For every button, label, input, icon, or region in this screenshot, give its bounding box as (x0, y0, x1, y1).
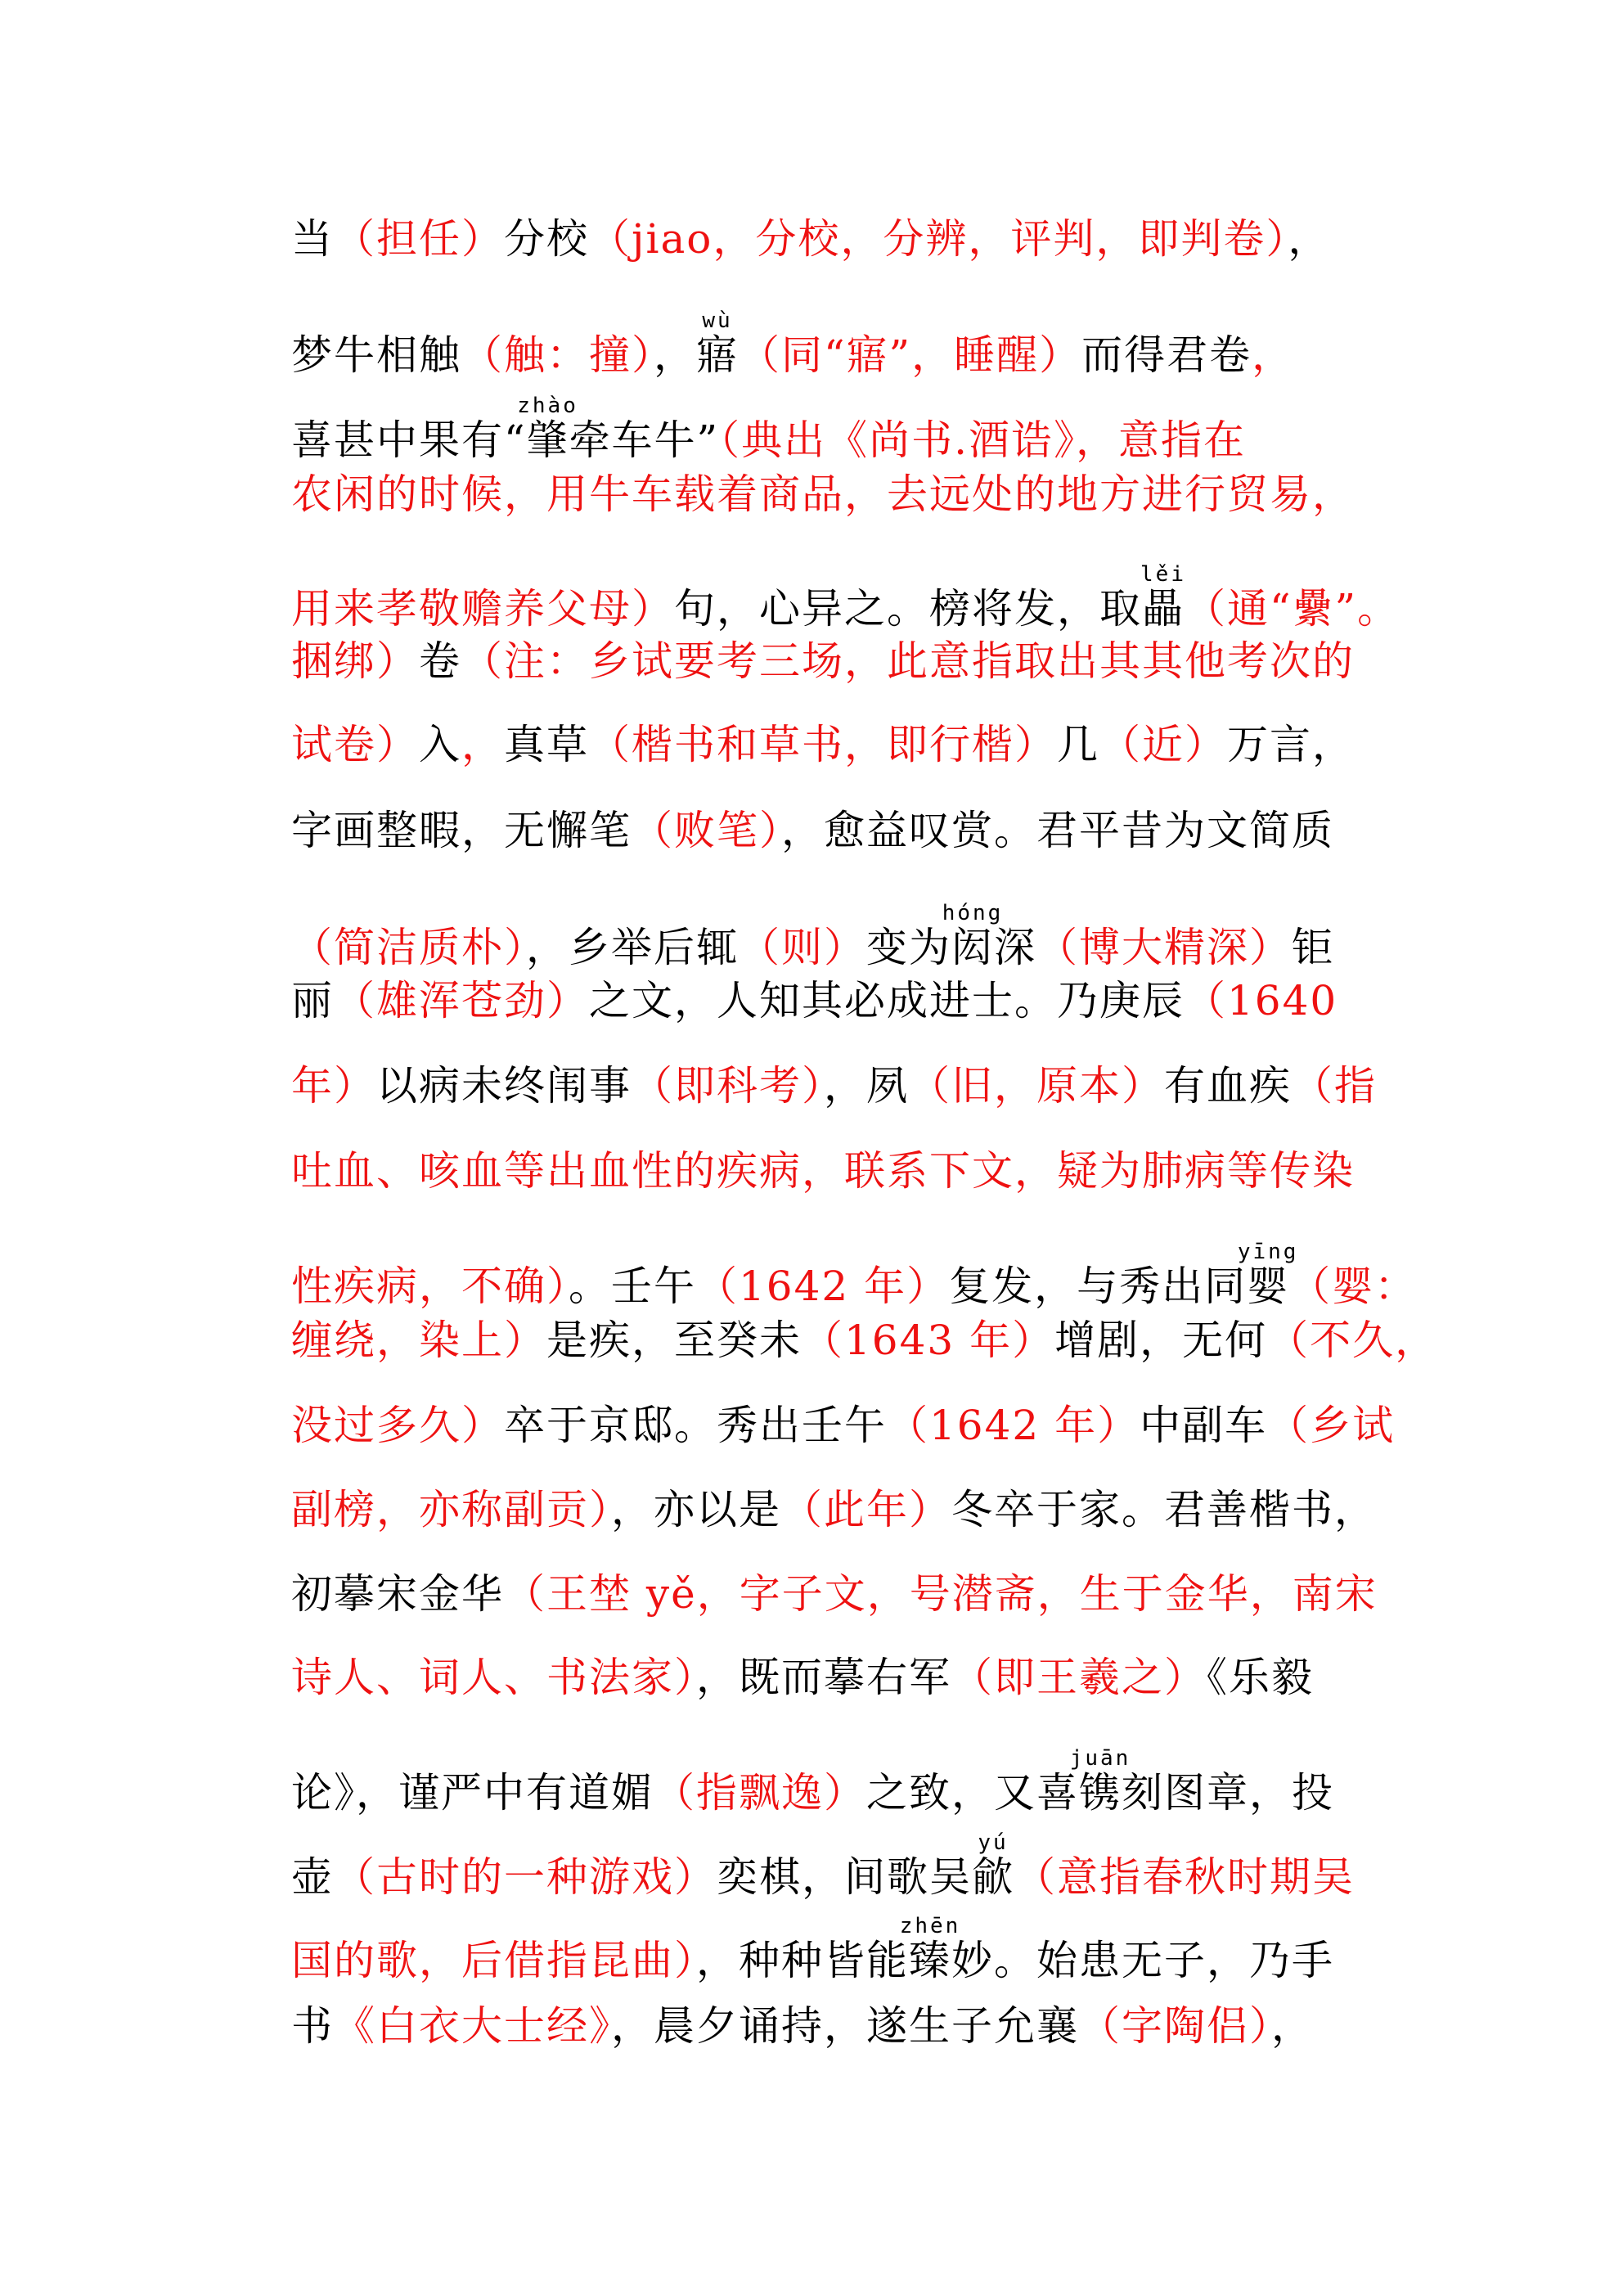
annotation-text: （1642 年） (696, 1263, 950, 1310)
text-line (291, 308, 1295, 380)
body-text: 丽 (291, 977, 334, 1024)
annotation-text: （婴： (1289, 1263, 1418, 1310)
body-text: 牵车牛” (569, 416, 720, 464)
body-text: ，种种皆能 (696, 1937, 909, 1984)
ruby-char (942, 901, 1004, 971)
text-line (291, 1916, 1334, 1985)
body-text: ，亦以是 (611, 1486, 781, 1533)
annotation-text: （则） (739, 924, 866, 971)
annotation-text: （意指春秋时期吴 (1014, 1853, 1355, 1901)
annotation-text: （旧，原本） (909, 1062, 1164, 1110)
body-text: 以病未终闱事 (376, 1062, 632, 1110)
annotation-text: （即王羲之） (951, 1654, 1207, 1701)
text-line (291, 976, 1338, 1025)
body-text: 妙。始患无子，乃手 (951, 1937, 1334, 1984)
text-line (291, 562, 1400, 633)
annotation-text: （王埜 yě，字子文，号潜斋，生于金华，南宋 (504, 1570, 1378, 1618)
annotation-text: （不久， (1267, 1317, 1438, 1364)
ruby-base-char: 镌 (1069, 1769, 1131, 1817)
body-text: ，夙 (824, 1062, 909, 1110)
annotation-text: （指 (1292, 1062, 1377, 1110)
ruby-base-char: 肇 (517, 416, 578, 464)
annotation-text: （简洁质朴） (291, 924, 526, 971)
annotation-text: 副榜，亦称副贡） (291, 1486, 611, 1533)
body-text: ， (1271, 2002, 1314, 2050)
body-text: 。壬午 (569, 1263, 696, 1310)
body-text: 梦牛相触 (291, 331, 461, 379)
text-line (291, 1830, 1355, 1902)
pinyin-annotation: hóng (942, 901, 1004, 925)
body-text: 卷 (419, 637, 461, 685)
body-text: 字画整暇，无懈笔 (291, 807, 632, 854)
body-text: 入 (419, 721, 461, 768)
body-text: 句，心异之。榜将发，取 (674, 585, 1142, 633)
annotation-text: 没过多久） (291, 1402, 504, 1449)
body-text: ， (1288, 215, 1331, 263)
annotation-text: 用来孝敬赡养父母） (291, 585, 674, 633)
annotation-text: 农闲的时候，用牛车载着商品，去远处的地方进行贸易， (291, 470, 1355, 518)
body-text: 有血疾 (1164, 1062, 1292, 1110)
annotation-text: （典出《尚书.酒诰》，意指在 (719, 416, 1247, 464)
text-line (291, 1746, 1334, 1817)
ruby-char (517, 394, 578, 464)
body-text: 喜甚中果有“ (291, 416, 527, 464)
ruby-base-char: 臻 (899, 1937, 961, 1984)
annotation-text: （博大精深） (1036, 924, 1292, 971)
body-text: 《乐毅 (1207, 1654, 1314, 1701)
annotation-text: 捆绑） (291, 637, 419, 685)
body-text: 深 (994, 924, 1036, 971)
annotation-text: 吐血、咳血等出血性的疾病，联系下文，疑为肺病等传染 (291, 1147, 1355, 1195)
body-text: ，既而摹右军 (696, 1654, 951, 1701)
annotation-text: （1643 年） (802, 1317, 1055, 1364)
pinyin-annotation: lěi (1140, 562, 1186, 587)
body-text: 钜 (1292, 924, 1334, 971)
ruby-base-char: 畾 (1140, 585, 1186, 633)
pinyin-annotation: juān (1069, 1746, 1131, 1771)
body-text: 增剧，无何 (1054, 1317, 1268, 1364)
ruby-char (1237, 1240, 1299, 1310)
body-text: 之文，人知其必成进士。乃庚辰 (589, 977, 1185, 1024)
annotation-text: 诗人、词人、书法家） (291, 1654, 696, 1701)
text-line (291, 637, 1355, 686)
body-text: ，乡举后辄 (526, 924, 739, 971)
annotation-text: （雄浑苍劲） (334, 977, 589, 1024)
annotation-text: 性疾病，不确） (291, 1263, 569, 1310)
body-text: 当 (291, 215, 334, 263)
body-text: 万言， (1227, 721, 1355, 768)
text-line (291, 1653, 1314, 1702)
ruby-char (899, 1914, 961, 1984)
body-text: 刻图章，投 (1122, 1769, 1334, 1817)
text-line (291, 1061, 1377, 1110)
ruby-base-char: 歈 (972, 1853, 1014, 1901)
text-line (291, 214, 1330, 263)
annotation-text: （1640 (1185, 977, 1338, 1024)
text-line (291, 903, 1334, 972)
annotation-text: （败笔） (632, 807, 781, 854)
body-text: 真草 (504, 721, 589, 768)
body-text: 变为 (866, 924, 951, 971)
body-text: 之致，又喜 (866, 1769, 1079, 1817)
text-line (291, 470, 1355, 519)
annotation-text: （近） (1099, 721, 1227, 768)
annotation-text: （字陶侣） (1079, 2002, 1271, 2050)
ruby-char (1069, 1746, 1131, 1817)
body-text: 几 (1057, 721, 1099, 768)
body-text: 冬卒于家。君善楷书， (951, 1486, 1377, 1533)
text-line (291, 1401, 1395, 1450)
annotation-text: 缠绕，染上） (291, 1317, 546, 1364)
text-line (291, 2001, 1314, 2051)
text-line (291, 720, 1355, 769)
body-text: 书 (291, 2002, 334, 2050)
text-line (291, 1146, 1355, 1195)
annotation-text: （担任） (334, 215, 504, 263)
pinyin-annotation: zhào (517, 394, 578, 418)
body-text: 初摹宋金华 (291, 1570, 504, 1618)
text-line (291, 396, 1246, 465)
ruby-base-char: 婴 (1237, 1263, 1299, 1310)
annotation-text: （jiao，分校，分辨，评判，即判卷） (589, 215, 1288, 263)
pinyin-annotation: yú (972, 1830, 1014, 1855)
ruby-char (972, 1830, 1014, 1901)
annotation-text: ， (461, 721, 504, 768)
text-line (291, 1316, 1437, 1365)
annotation-text: （注：乡试要考三场，此意指取出其其他考次的 (461, 637, 1355, 685)
body-text: ， (654, 331, 696, 379)
ruby-base-char: 寤 (696, 331, 739, 379)
text-line (291, 1569, 1378, 1618)
annotation-text: （即科考） (632, 1062, 824, 1110)
annotation-text: （同“寤”，睡醒） (739, 331, 1082, 379)
annotation-text: 国的歌，后借指昆曲） (291, 1937, 696, 1984)
annotation-text: 《白衣大士经》 (334, 2002, 611, 2050)
body-text: 分校 (504, 215, 589, 263)
body-text: 中副车 (1140, 1402, 1268, 1449)
pinyin-annotation: wù (696, 308, 739, 333)
body-text: ，愈益叹赏。君平昔为文简质 (781, 807, 1334, 854)
annotation-text: （此年） (781, 1486, 951, 1533)
pinyin-annotation: yīng (1237, 1240, 1299, 1264)
annotation-text: （古时的一种游戏） (334, 1853, 717, 1901)
text-line (291, 1242, 1417, 1311)
ruby-base-char: 闳 (942, 924, 1004, 971)
ruby-char (1140, 562, 1186, 633)
body-text: 是疾，至癸未 (546, 1317, 802, 1364)
annotation-text: （1642 年） (887, 1402, 1140, 1449)
annotation-text: ， (1252, 331, 1295, 379)
body-text: 壶 (291, 1853, 334, 1901)
annotation-text: （指飘逸） (654, 1769, 866, 1817)
body-text: ，晨夕诵持，遂生子允襄 (611, 2002, 1079, 2050)
body-text: 奕棋，间歌吴 (717, 1853, 972, 1901)
body-text: 卒于京邸。秀出壬午 (504, 1402, 887, 1449)
annotation-text: （乡试 (1267, 1402, 1396, 1449)
annotation-text: （楷书和草书，即行楷） (589, 721, 1057, 768)
text-line (291, 1485, 1377, 1534)
ruby-char (696, 308, 739, 379)
pinyin-annotation: zhēn (899, 1914, 961, 1938)
annotation-text: （触：撞） (461, 331, 654, 379)
annotation-text: 年） (291, 1062, 376, 1110)
text-line (291, 806, 1334, 855)
body-text: 而得君卷 (1081, 331, 1252, 379)
body-text: 复发，与秀出同 (949, 1263, 1248, 1310)
body-text: 论》，谨严中有道媚 (291, 1769, 654, 1817)
annotation-text: （通“纍”。 (1185, 585, 1400, 633)
annotation-text: 试卷） (291, 721, 419, 768)
